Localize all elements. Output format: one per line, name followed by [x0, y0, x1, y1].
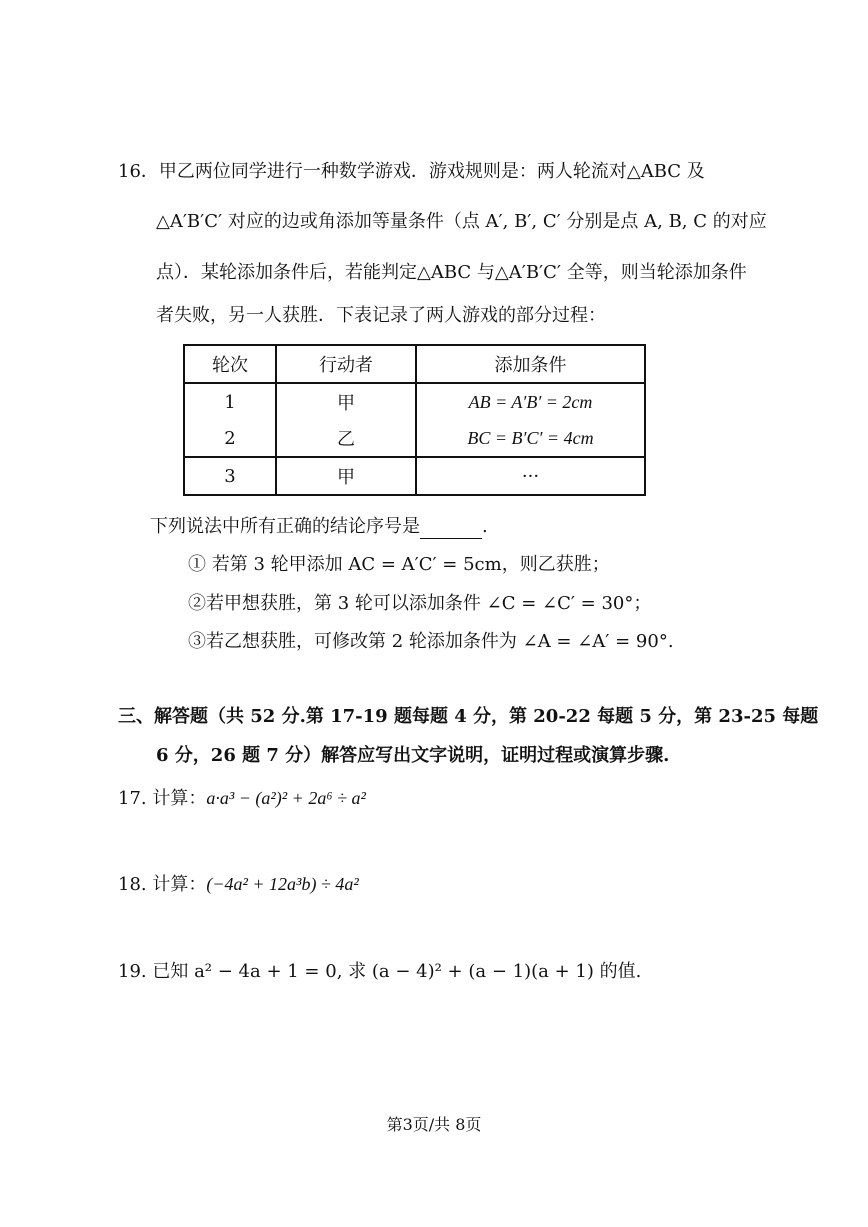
q16-line-2: △A′B′C′ 对应的边或角添加等量条件（点 A′, B′, C′ 分别是点 A, B, C 的对应 — [156, 211, 767, 232]
q16-line-3: 点）．某轮添加条件后，若能判定△ABC 与△A′B′C′ 全等，则当轮添加条件 — [156, 262, 747, 283]
q16-option-3: ③若乙想获胜，可修改第 2 轮添加条件为 ∠A = ∠A′ = 90°. — [188, 631, 674, 652]
section3-heading-line-2: 6 分，26 题 7 分）解答应写出文字说明，证明过程或演算步骤. — [156, 745, 670, 766]
q18-label: 18. 计算： — [118, 874, 207, 895]
cell-actor: 乙 — [276, 420, 416, 457]
q19-expression: a² − 4a + 1 = 0, 求 (a − 4)² + (a − 1)(a + 1) 的值. — [194, 961, 642, 982]
cell-actor: 甲 — [276, 457, 416, 495]
q17-label: 17. 计算： — [118, 788, 207, 809]
header-condition: 添加条件 — [416, 345, 645, 383]
q19 — [118, 960, 641, 984]
game-record-table — [183, 344, 646, 496]
table-row — [184, 383, 645, 420]
page-footer: 第3页/共 8页 — [386, 1115, 482, 1134]
q16-line-1: 16．甲乙两位同学进行一种数学游戏．游戏规则是：两人轮流对△ABC 及 — [118, 161, 705, 182]
q16-line-4: 者失败，另一人获胜．下表记录了两人游戏的部分过程： — [156, 305, 606, 326]
section3-heading-line-1: 三、解答题（共 52 分.第 17-19 题每题 4 分，第 20-22 每题 5 分，第 23-25 每题 — [118, 706, 819, 727]
cell-condition: ··· — [416, 457, 645, 495]
table-row — [184, 420, 645, 457]
answer-blank[interactable] — [420, 520, 482, 539]
table-header-row — [184, 345, 645, 383]
table-row — [184, 457, 645, 495]
header-actor: 行动者 — [276, 345, 416, 383]
header-round: 轮次 — [184, 345, 276, 383]
q16-option-1: ① 若第 3 轮甲添加 AC = A′C′ = 5cm，则乙获胜； — [188, 554, 610, 575]
q19-label: 19. 已知 — [118, 961, 195, 982]
cell-condition: BC = B′C′ = 4cm — [416, 420, 645, 457]
q18-expression: (−4a² + 12a³b) ÷ 4a² — [206, 874, 359, 894]
cell-round: 1 — [184, 383, 276, 420]
q17 — [118, 786, 366, 811]
q18 — [118, 872, 359, 897]
q16-prompt-end: . — [482, 516, 488, 537]
cell-condition: AB = A′B′ = 2cm — [416, 383, 645, 420]
q17-expression: a·a³ − (a²)² + 2a⁶ ÷ a² — [206, 788, 366, 808]
cell-actor: 甲 — [276, 383, 416, 420]
cell-round: 2 — [184, 420, 276, 457]
cell-round: 3 — [184, 457, 276, 495]
q16-option-2: ②若甲想获胜，第 3 轮可以添加条件 ∠C = ∠C′ = 30°； — [188, 593, 652, 614]
q16-prompt-text: 下列说法中所有正确的结论序号是 — [150, 516, 420, 537]
q16-prompt — [150, 515, 488, 539]
